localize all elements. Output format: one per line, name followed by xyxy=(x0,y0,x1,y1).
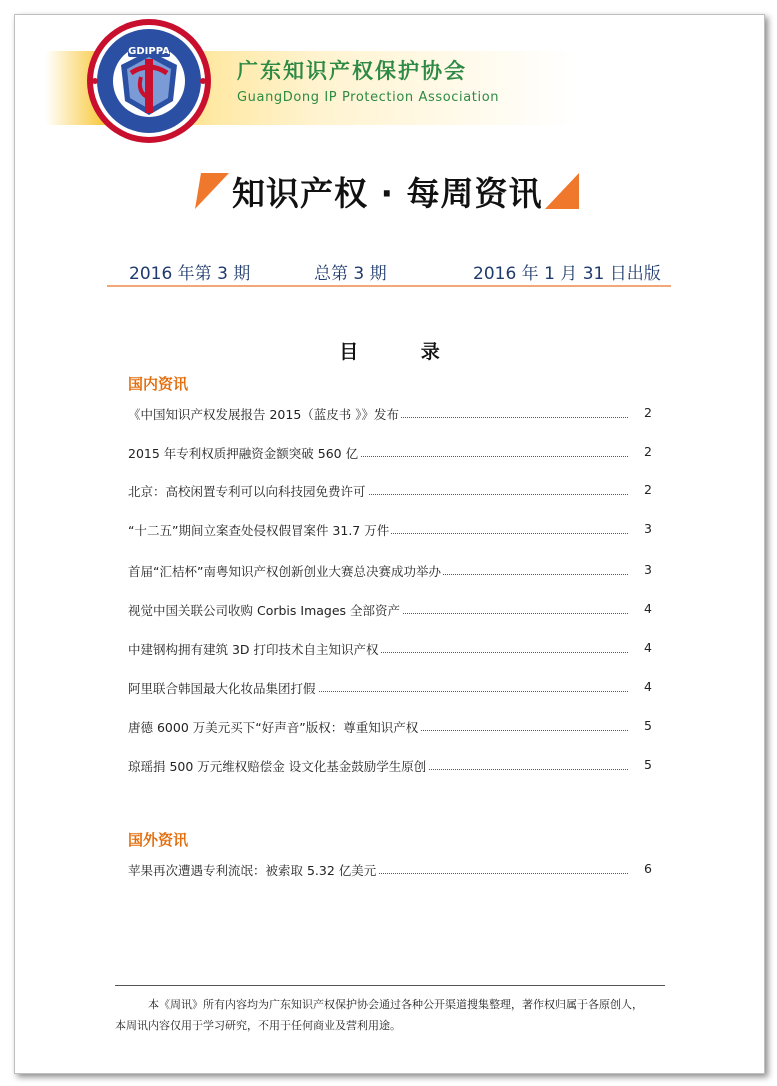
toc-page-number: 4 xyxy=(644,640,652,655)
toc-page-number: 3 xyxy=(644,562,652,577)
toc-page-number: 2 xyxy=(644,405,652,420)
toc-page-number: 4 xyxy=(644,679,652,694)
footer-line-1: 本《周讯》所有内容均为广东知识产权保护协会通过各种公开渠道搜集整理，著作权归属于各原创人， xyxy=(148,998,643,1011)
orange-triangle-icon xyxy=(195,173,229,209)
toc-page-number: 3 xyxy=(644,521,652,536)
section-title: 国内资讯 xyxy=(128,375,189,393)
toc-entry[interactable] xyxy=(128,482,652,500)
toc-entry-title: 苹果再次遭遇专利流氓：被索取 5.32 亿美元 xyxy=(128,863,377,878)
toc-entry[interactable] xyxy=(128,640,652,658)
toc-page-number: 6 xyxy=(644,861,652,876)
toc-entry-title: 2015 年专利权质押融资金额突破 560 亿 xyxy=(128,446,359,461)
toc-entry-title: 首届“汇桔杯”南粤知识产权创新创业大赛总决赛成功举办 xyxy=(128,564,441,579)
org-name-en: GuangDong IP Protection Association xyxy=(237,90,500,105)
toc-entry[interactable] xyxy=(128,521,652,539)
toc-entry[interactable] xyxy=(128,601,652,619)
toc-entry-title: 视觉中国关联公司收购 Corbis Images 全部资产 xyxy=(128,603,401,618)
orange-triangle-icon xyxy=(545,173,579,209)
toc-entry-title: 《中国知识产权发展报告 2015（蓝皮书 》》发布 xyxy=(128,407,400,422)
toc-entry[interactable] xyxy=(128,679,652,697)
issue-divider xyxy=(107,285,671,287)
toc-entry-title: 唐德 6000 万美元买下“好声音”版权：尊重知识产权 xyxy=(128,720,419,735)
issue-number: 2016 年第 3 期 xyxy=(129,264,251,284)
section-title: 国外资讯 xyxy=(128,831,189,849)
toc-entry-title: 北京：高校闲置专利可以向科技园免费许可 xyxy=(128,484,366,499)
footer-line-2: 本周讯内容仅用于学习研究，不用于任何商业及营利用途。 xyxy=(115,1019,401,1032)
document-page xyxy=(14,14,765,1074)
toc-entry[interactable] xyxy=(128,757,652,775)
toc-heading: 目 录 xyxy=(339,341,468,363)
logo-text: GDIPPA xyxy=(128,46,170,57)
toc-page-number: 4 xyxy=(644,601,652,616)
org-name-cn: 广东知识产权保护协会 xyxy=(237,59,467,83)
gdippa-logo xyxy=(85,17,213,145)
issue-date: 2016 年 1 月 31 日出版 xyxy=(473,264,661,284)
toc-entry-title: “十二五”期间立案查处侵权假冒案件 31.7 万件 xyxy=(128,523,390,538)
page-title: 知识产权 · 每周资讯 xyxy=(232,174,543,213)
toc-entry-title: 中建钢构拥有建筑 3D 打印技术自主知识产权 xyxy=(128,642,379,657)
toc-entry[interactable] xyxy=(128,405,652,423)
toc-entry[interactable] xyxy=(128,444,652,462)
total-issue: 总第 3 期 xyxy=(314,264,387,284)
toc-page-number: 2 xyxy=(644,482,652,497)
toc-entry-title: 琼瑶捐 500 万元维权赔偿金 设文化基金鼓励学生原创 xyxy=(128,759,427,774)
toc-entry-title: 阿里联合韩国最大化妆品集团打假 xyxy=(128,681,316,696)
toc-page-number: 5 xyxy=(644,718,652,733)
toc-entry[interactable] xyxy=(128,718,652,736)
toc-entry[interactable] xyxy=(128,861,652,879)
title-block xyxy=(15,165,764,215)
toc-entry[interactable] xyxy=(128,562,652,580)
toc-page-number: 2 xyxy=(644,444,652,459)
toc-page-number: 5 xyxy=(644,757,652,772)
footer-divider xyxy=(115,985,665,986)
footer-disclaimer xyxy=(115,994,675,1036)
